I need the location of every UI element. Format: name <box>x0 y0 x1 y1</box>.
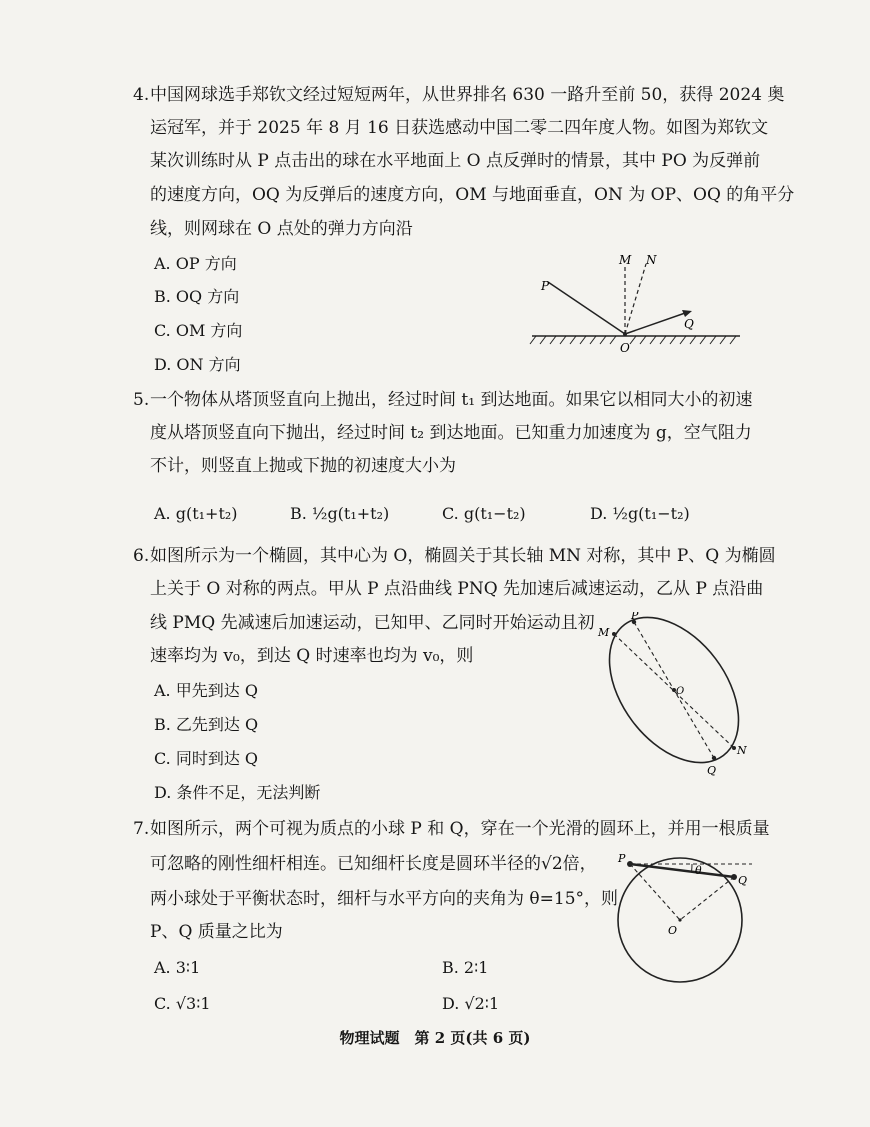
question-text-line: 速率均为 v₀，到达 Q 时速率也均为 v₀，则 <box>150 646 474 666</box>
option-b: B. ½g(t₁+t₂) <box>290 504 390 523</box>
option-b: B. 乙先到达 Q <box>154 715 259 734</box>
question-number: 5. <box>133 390 150 410</box>
option-d: D. 条件不足，无法判断 <box>154 783 321 802</box>
question-text-line: 上关于 O 对称的两点。甲从 P 点沿曲线 PNQ 先加速后减速运动，乙从 P 点沿曲 <box>150 579 764 599</box>
question-text-line: 如图所示为一个椭圆，其中心为 O，椭圆关于其长轴 MN 对称，其中 P、Q 为椭圆 <box>150 546 776 566</box>
question-number: 6. <box>133 546 150 566</box>
question-number: 4. <box>133 85 150 105</box>
option-d: D. ½g(t₁−t₂) <box>590 504 690 523</box>
option-c: C. 同时到达 Q <box>154 749 259 768</box>
label-p: P <box>618 852 626 865</box>
question-text-line: 运冠军，并于 2025 年 8 月 16 日获选感动中国二零二四年度人物。如图为郑钦文 <box>150 118 769 138</box>
question-text-line: 如图所示，两个可视为质点的小球 P 和 Q，穿在一个光滑的圆环上，并用一根质量 <box>150 819 770 839</box>
question-number: 7. <box>133 819 150 839</box>
page-footer: 物理试题 第 2 页(共 6 页) <box>339 1029 531 1047</box>
label-o: O <box>676 686 685 697</box>
option-c: C. g(t₁−t₂) <box>442 504 526 523</box>
option-a: A. g(t₁+t₂) <box>154 504 238 523</box>
bounce-figure <box>528 248 748 360</box>
option-a: A. 甲先到达 Q <box>154 681 258 700</box>
label-n: N <box>646 253 657 267</box>
option-b: B. 2∶1 <box>442 958 489 977</box>
question-text-line: 不计，则竖直上抛或下抛的初速度大小为 <box>150 456 456 476</box>
label-q: Q <box>684 317 694 331</box>
option-b: B. OQ 方向 <box>154 287 240 306</box>
option-a: A. 3∶1 <box>154 958 201 977</box>
option-d: D. √2∶1 <box>442 994 500 1013</box>
question-text-line: 一个物体从塔顶竖直向上抛出，经过时间 t₁ 到达地面。如果它以相同大小的初速 <box>150 390 753 410</box>
option-d: D. ON 方向 <box>154 355 241 374</box>
label-m: M <box>598 626 610 639</box>
label-q: Q <box>707 764 717 777</box>
label-q: Q <box>738 874 748 887</box>
label-m: M <box>619 253 632 267</box>
question-text-line: P、Q 质量之比为 <box>150 922 283 942</box>
label-theta: θ <box>695 864 702 877</box>
label-o: O <box>620 341 630 355</box>
label-n: N <box>737 744 747 757</box>
question-text-line: 度从塔顶竖直向下抛出，经过时间 t₂ 到达地面。已知重力加速度为 g，空气阻力 <box>150 423 752 443</box>
label-p: P <box>541 279 550 293</box>
question-text-line: 线 PMQ 先减速后加速运动，已知甲、乙同时开始运动且初 <box>150 613 595 633</box>
question-text-line: 可忽略的刚性细杆相连。已知细杆长度是圆环半径的√2倍， <box>150 854 597 874</box>
question-text-line: 两小球处于平衡状态时，细杆与水平方向的夹角为 θ=15°，则 <box>150 889 619 909</box>
option-c: C. √3∶1 <box>154 994 211 1013</box>
option-a: A. OP 方向 <box>154 254 237 273</box>
question-text-line: 的速度方向，OQ 为反弹后的速度方向，OM 与地面垂直，ON 为 OP、OQ 的角平分 <box>150 185 795 205</box>
ellipse-figure <box>592 612 752 782</box>
question-text-line: 中国网球选手郑钦文经过短短两年，从世界排名 630 一路升至前 50，获得 2024 奥 <box>150 85 785 105</box>
question-text-line: 某次训练时从 P 点击出的球在水平地面上 O 点反弹时的情景，其中 PO 为反弹前 <box>150 151 761 171</box>
option-c: C. OM 方向 <box>154 321 243 340</box>
ring-figure <box>612 844 762 998</box>
label-o: O <box>668 924 678 937</box>
label-p: P <box>631 612 639 622</box>
question-text-line: 线，则网球在 O 点处的弹力方向沿 <box>150 219 413 239</box>
